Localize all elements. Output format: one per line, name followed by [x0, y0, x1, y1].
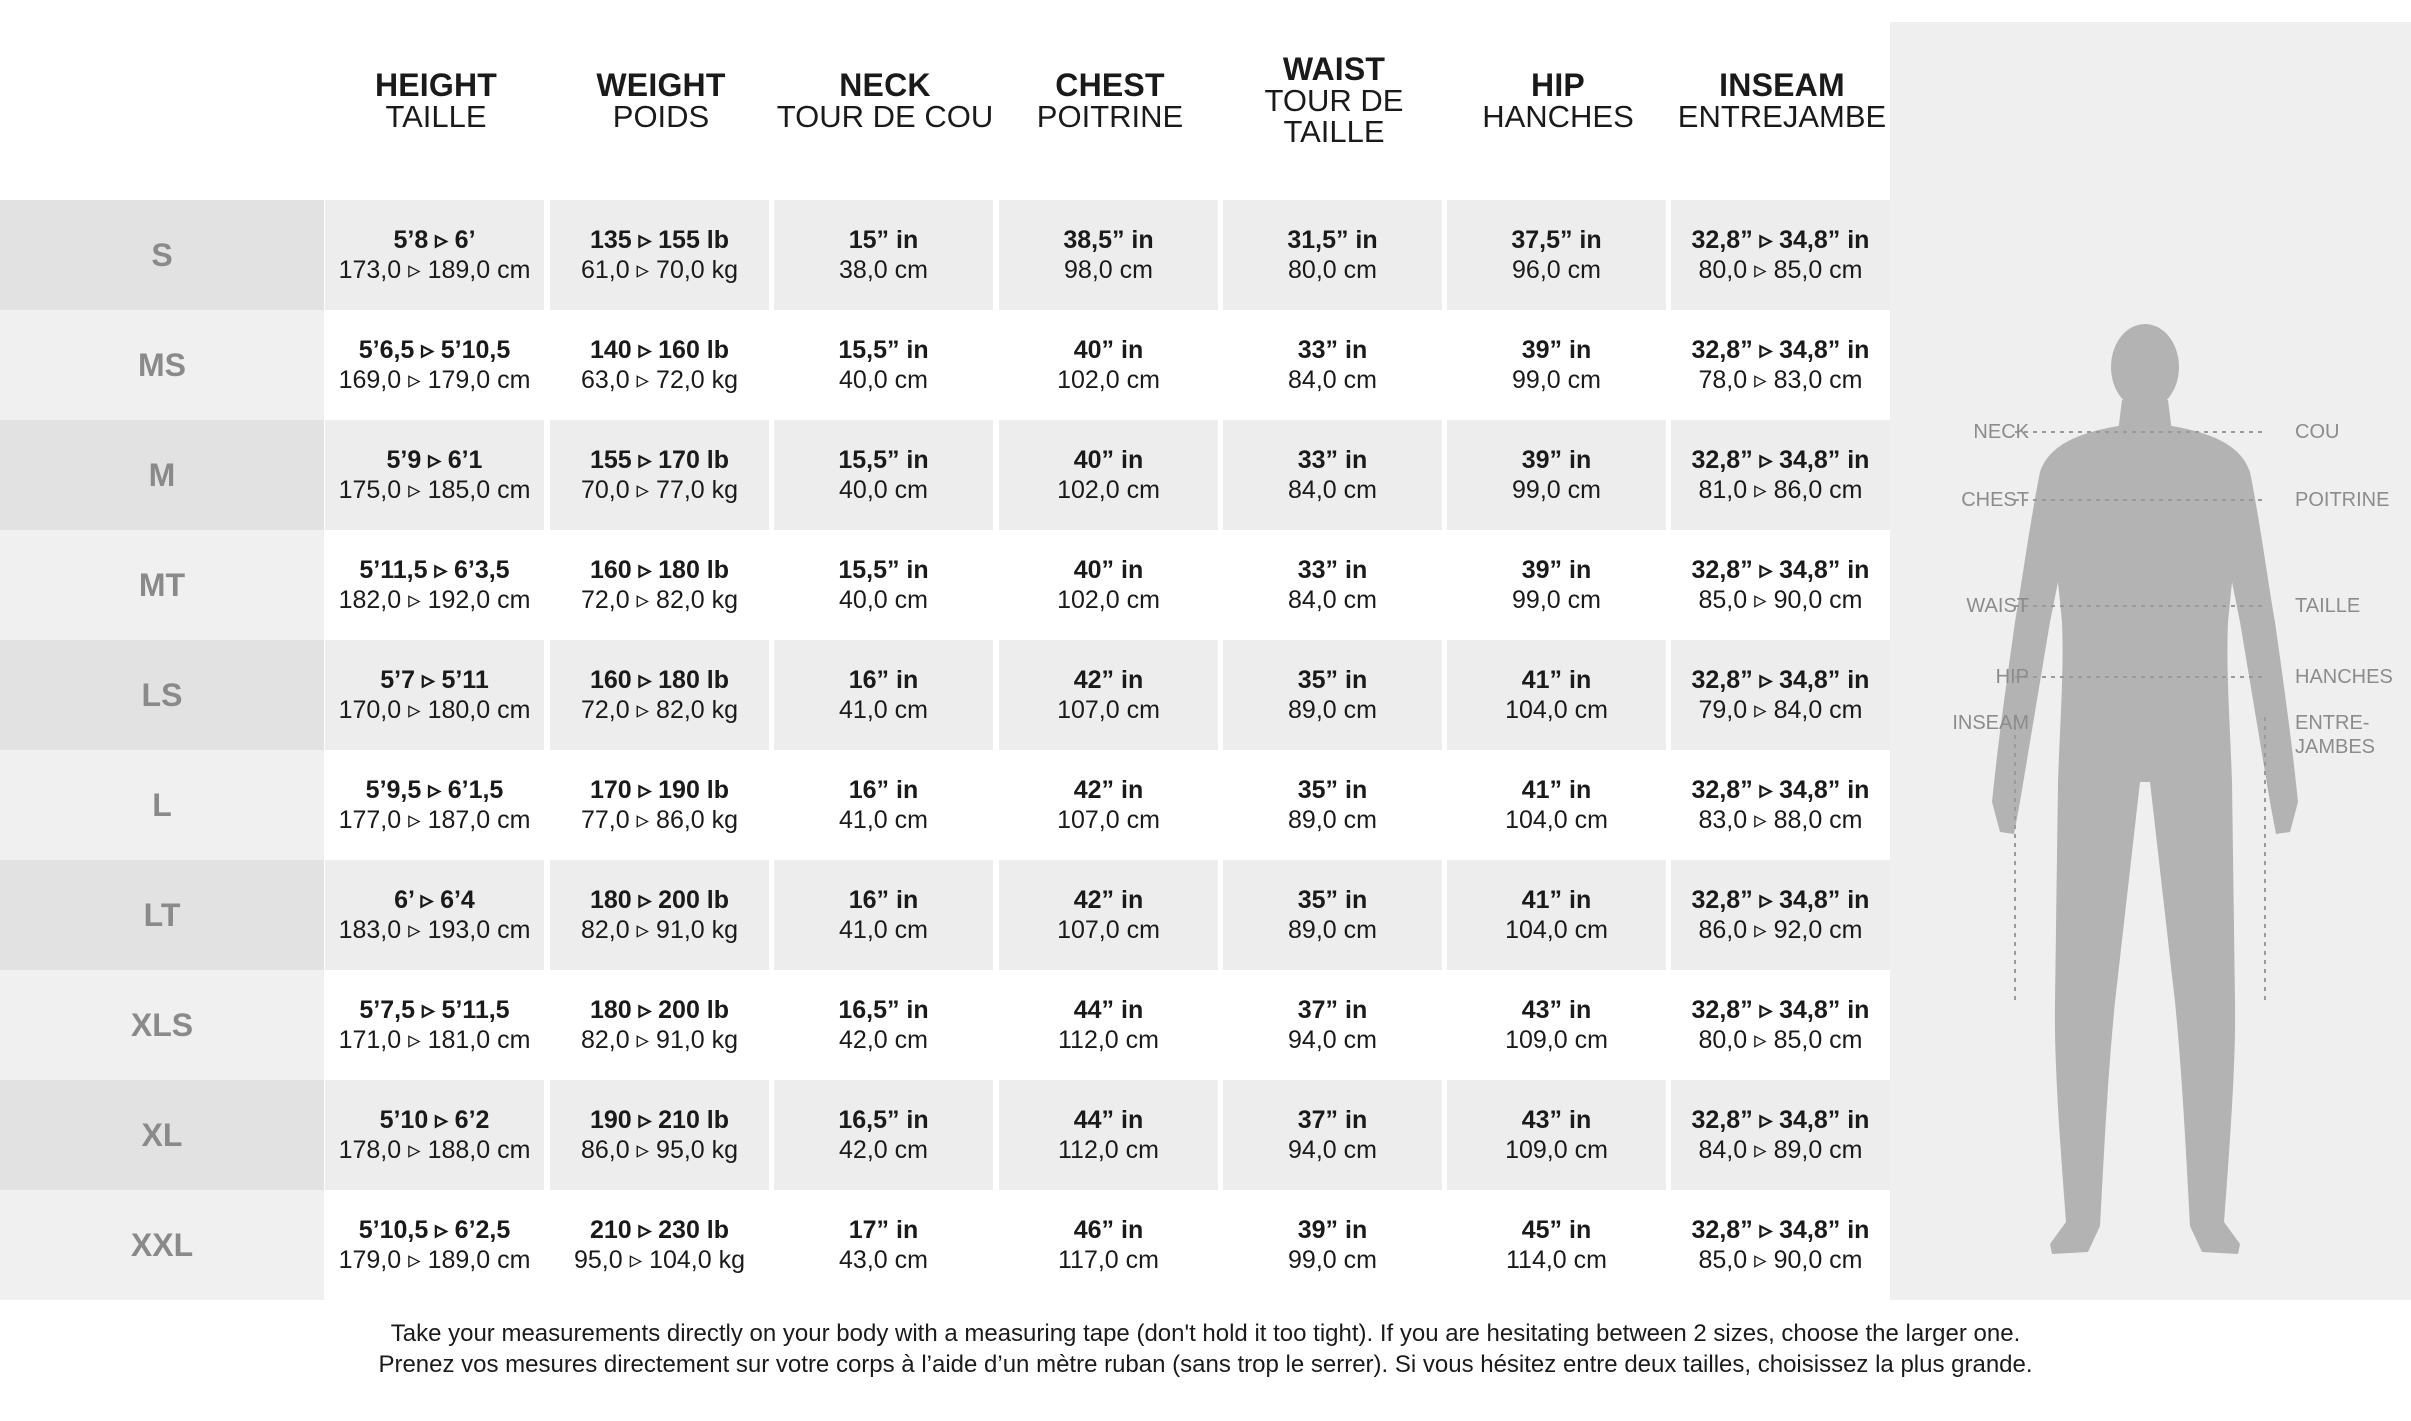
size-label: MT: [0, 530, 324, 640]
imperial-value: 17” in: [848, 1216, 919, 1244]
metric-value: 95,0 ▹ 104,0 kg: [573, 1246, 745, 1274]
imperial-value: 39” in: [1297, 1216, 1368, 1244]
size-label: S: [0, 200, 324, 310]
table-row: [0, 530, 1890, 640]
imperial-value: 180 ▹ 200 lb: [589, 996, 730, 1024]
imperial-value: 37” in: [1297, 1106, 1368, 1134]
imperial-value: 35” in: [1297, 886, 1368, 914]
metric-value: 80,0 ▹ 85,0 cm: [1698, 256, 1863, 284]
table-row: [0, 1080, 1890, 1190]
imperial-value: 41” in: [1521, 886, 1592, 914]
imperial-value: 46” in: [1073, 1216, 1144, 1244]
imperial-value: 190 ▹ 210 lb: [589, 1106, 730, 1134]
metric-value: 85,0 ▹ 90,0 cm: [1698, 1246, 1863, 1274]
body-figure-panel: [1890, 22, 2411, 1300]
imperial-value: 170 ▹ 190 lb: [589, 776, 730, 804]
imperial-value: 33” in: [1297, 556, 1368, 584]
imperial-value: 16,5” in: [838, 1106, 929, 1134]
imperial-value: 15,5” in: [838, 556, 929, 584]
label-entre: ENTRE-: [2295, 712, 2370, 734]
imperial-value: 44” in: [1073, 996, 1144, 1024]
metric-value: 77,0 ▹ 86,0 kg: [580, 806, 739, 834]
measurement-cell: [774, 640, 993, 750]
imperial-value: 44” in: [1073, 1106, 1144, 1134]
metric-value: 99,0 cm: [1512, 366, 1601, 394]
metric-value: 83,0 ▹ 88,0 cm: [1698, 806, 1863, 834]
measurement-cell: [1223, 310, 1442, 420]
imperial-value: 15” in: [848, 226, 919, 254]
metric-value: 104,0 cm: [1505, 916, 1608, 944]
metric-value: 61,0 ▹ 70,0 kg: [580, 256, 739, 284]
imperial-value: 37” in: [1297, 996, 1368, 1024]
metric-value: 40,0 cm: [839, 366, 928, 394]
imperial-value: 40” in: [1073, 336, 1144, 364]
imperial-value: 32,8” ▹ 34,8” in: [1691, 886, 1870, 914]
size-label: MS: [0, 310, 324, 420]
imperial-value: 135 ▹ 155 lb: [589, 226, 730, 254]
metric-value: 82,0 ▹ 91,0 kg: [580, 1026, 739, 1054]
metric-value: 41,0 cm: [839, 916, 928, 944]
metric-value: 102,0 cm: [1057, 476, 1160, 504]
header-en: INSEAM: [1719, 66, 1845, 103]
measurement-cell: [325, 750, 544, 860]
metric-value: 41,0 cm: [839, 696, 928, 724]
imperial-value: 33” in: [1297, 336, 1368, 364]
imperial-value: 45” in: [1521, 1216, 1592, 1244]
measurement-cell: [550, 1080, 769, 1190]
metric-value: 96,0 cm: [1512, 256, 1601, 284]
metric-value: 117,0 cm: [1058, 1246, 1159, 1274]
imperial-value: 32,8” ▹ 34,8” in: [1691, 226, 1870, 254]
header-hip: [1447, 0, 1669, 200]
header-fr: HANCHES: [1482, 98, 1634, 134]
imperial-value: 6’ ▹ 6’4: [394, 886, 475, 914]
imperial-value: 38,5” in: [1063, 226, 1154, 254]
imperial-value: 32,8” ▹ 34,8” in: [1691, 1106, 1870, 1134]
metric-value: 182,0 ▹ 192,0 cm: [338, 586, 531, 614]
measurement-cell: [1447, 860, 1666, 970]
metric-value: 104,0 cm: [1505, 696, 1608, 724]
footer-line-en: Take your measurements directly on your body with a measuring tape (don't hold it too tight). If you are hesitating between 2 sizes, choose the larger one.: [390, 1320, 2021, 1347]
metric-value: 112,0 cm: [1058, 1026, 1159, 1054]
metric-value: 109,0 cm: [1505, 1026, 1608, 1054]
imperial-value: 140 ▹ 160 lb: [589, 336, 730, 364]
measurement-cell: [1223, 860, 1442, 970]
measurement-cell: [1671, 200, 1890, 310]
measurement-cell: [550, 200, 769, 310]
measurement-cell: [999, 1080, 1218, 1190]
label-neck: NECK: [1973, 421, 2029, 443]
imperial-value: 5’9 ▹ 6’1: [386, 446, 483, 474]
imperial-value: 5’6,5 ▹ 5’10,5: [358, 336, 511, 364]
header-chest: [999, 0, 1221, 200]
metric-value: 84,0 cm: [1288, 476, 1377, 504]
metric-value: 102,0 cm: [1057, 586, 1160, 614]
measurement-cell: [1223, 1080, 1442, 1190]
metric-value: 86,0 ▹ 95,0 kg: [580, 1136, 739, 1164]
header-waist: [1223, 0, 1445, 200]
metric-value: 42,0 cm: [839, 1136, 928, 1164]
metric-value: 102,0 cm: [1057, 366, 1160, 394]
measurement-cell: [1447, 1190, 1666, 1300]
metric-value: 179,0 ▹ 189,0 cm: [338, 1246, 531, 1274]
header-fr: TOUR DE TAILLE: [1264, 83, 1404, 149]
imperial-value: 41” in: [1521, 666, 1592, 694]
measurement-cell: [325, 310, 544, 420]
imperial-value: 43” in: [1521, 1106, 1592, 1134]
imperial-value: 32,8” ▹ 34,8” in: [1691, 996, 1870, 1024]
metric-value: 72,0 ▹ 82,0 kg: [580, 696, 739, 724]
header-fr: POIDS: [612, 98, 710, 134]
metric-value: 38,0 cm: [839, 256, 928, 284]
measurement-cell: [1447, 1080, 1666, 1190]
label-cou: COU: [2295, 421, 2340, 443]
label-hanches: HANCHES: [2295, 666, 2393, 688]
header-fr: TAILLE: [385, 98, 487, 134]
header-fr: ENTREJAMBE: [1677, 98, 1887, 134]
metric-value: 107,0 cm: [1057, 696, 1160, 724]
table-row: [0, 860, 1890, 970]
measurement-cell: [1671, 1190, 1890, 1300]
metric-value: 94,0 cm: [1288, 1136, 1377, 1164]
imperial-value: 5’10,5 ▹ 6’2,5: [358, 1216, 511, 1244]
header-en: WEIGHT: [596, 66, 726, 103]
metric-value: 99,0 cm: [1288, 1246, 1377, 1274]
measurement-cell: [325, 860, 544, 970]
imperial-value: 5’8 ▹ 6’: [393, 226, 476, 254]
header-en: CHEST: [1055, 66, 1165, 103]
metric-value: 169,0 ▹ 179,0 cm: [338, 366, 531, 394]
metric-value: 72,0 ▹ 82,0 kg: [580, 586, 739, 614]
metric-value: 109,0 cm: [1505, 1136, 1608, 1164]
metric-value: 81,0 ▹ 86,0 cm: [1698, 476, 1863, 504]
measurement-cell: [1223, 420, 1442, 530]
metric-value: 42,0 cm: [839, 1026, 928, 1054]
imperial-value: 16” in: [848, 776, 919, 804]
measurement-cell: [1671, 310, 1890, 420]
imperial-value: 32,8” ▹ 34,8” in: [1691, 776, 1870, 804]
measurement-cell: [1447, 970, 1666, 1080]
metric-value: 79,0 ▹ 84,0 cm: [1698, 696, 1863, 724]
table-row: [0, 1190, 1890, 1300]
size-label: LT: [0, 860, 324, 970]
label-chest: CHEST: [1961, 489, 2029, 511]
imperial-value: 16” in: [848, 886, 919, 914]
measurement-cell: [550, 860, 769, 970]
measurement-cell: [774, 200, 993, 310]
imperial-value: 42” in: [1073, 776, 1144, 804]
metric-value: 107,0 cm: [1057, 806, 1160, 834]
imperial-value: 5’9,5 ▹ 6’1,5: [365, 776, 504, 804]
measurement-cell: [550, 530, 769, 640]
measurement-cell: [325, 640, 544, 750]
metric-value: 99,0 cm: [1512, 476, 1601, 504]
measurement-cell: [1671, 750, 1890, 860]
measurement-cell: [1223, 640, 1442, 750]
table-row: [0, 310, 1890, 420]
metric-value: 99,0 cm: [1512, 586, 1601, 614]
header-en: HEIGHT: [374, 66, 498, 103]
measurement-cell: [1223, 750, 1442, 860]
imperial-value: 33” in: [1297, 446, 1368, 474]
metric-value: 86,0 ▹ 92,0 cm: [1698, 916, 1863, 944]
measurement-cell: [999, 530, 1218, 640]
measurement-cell: [1447, 420, 1666, 530]
measurement-cell: [325, 530, 544, 640]
body-silhouette-icon: [1890, 22, 2411, 1300]
imperial-value: 35” in: [1297, 776, 1368, 804]
metric-value: 80,0 cm: [1288, 256, 1377, 284]
metric-value: 84,0 ▹ 89,0 cm: [1698, 1136, 1863, 1164]
measurement-cell: [550, 420, 769, 530]
measurement-cell: [325, 1190, 544, 1300]
imperial-value: 31,5” in: [1287, 226, 1378, 254]
imperial-value: 5’7,5 ▹ 5’11,5: [359, 996, 510, 1024]
header-en: WAIST: [1282, 51, 1386, 87]
imperial-value: 41” in: [1521, 776, 1592, 804]
measurement-cell: [1671, 860, 1890, 970]
metric-value: 78,0 ▹ 83,0 cm: [1698, 366, 1863, 394]
imperial-value: 155 ▹ 170 lb: [589, 446, 730, 474]
table-row: [0, 750, 1890, 860]
imperial-value: 39” in: [1521, 336, 1592, 364]
metric-value: 40,0 cm: [839, 476, 928, 504]
measurement-cell: [999, 310, 1218, 420]
size-label: M: [0, 420, 324, 530]
label-poitrine: POITRINE: [2295, 489, 2390, 511]
measurement-cell: [999, 200, 1218, 310]
imperial-value: 39” in: [1521, 556, 1592, 584]
metric-value: 41,0 cm: [839, 806, 928, 834]
imperial-value: 160 ▹ 180 lb: [589, 556, 730, 584]
measurement-cell: [550, 970, 769, 1080]
label-jambes: JAMBES: [2295, 736, 2376, 758]
measurement-cell: [999, 420, 1218, 530]
measurement-cell: [999, 860, 1218, 970]
metric-value: 170,0 ▹ 180,0 cm: [338, 696, 531, 724]
measurement-cell: [774, 1190, 993, 1300]
imperial-value: 37,5” in: [1511, 226, 1602, 254]
header-en: NECK: [839, 66, 931, 103]
metric-value: 112,0 cm: [1058, 1136, 1159, 1164]
imperial-value: 39” in: [1521, 446, 1592, 474]
imperial-value: 40” in: [1073, 446, 1144, 474]
header-fr: TOUR DE COU: [776, 98, 994, 134]
metric-value: 70,0 ▹ 77,0 kg: [580, 476, 739, 504]
measurement-cell: [774, 310, 993, 420]
imperial-value: 40” in: [1073, 556, 1144, 584]
measurement-cell: [774, 420, 993, 530]
footer-line-fr: Prenez vos mesures directement sur votre corps à l’aide d’un mètre ruban (sans trop le serrer). Si vous hésitez entre deux tailles, choisissez la plus grande.: [378, 1351, 2033, 1378]
header-fr: POITRINE: [1036, 98, 1184, 134]
imperial-value: 32,8” ▹ 34,8” in: [1691, 666, 1870, 694]
metric-value: 183,0 ▹ 193,0 cm: [338, 916, 531, 944]
metric-value: 84,0 cm: [1288, 366, 1377, 394]
measurement-cell: [999, 970, 1218, 1080]
table-row: [0, 200, 1890, 310]
imperial-value: 35” in: [1297, 666, 1368, 694]
imperial-value: 32,8” ▹ 34,8” in: [1691, 446, 1870, 474]
imperial-value: 5’11,5 ▹ 6’3,5: [359, 556, 510, 584]
imperial-value: 160 ▹ 180 lb: [589, 666, 730, 694]
header-inseam: [1671, 0, 1893, 200]
metric-value: 173,0 ▹ 189,0 cm: [338, 256, 531, 284]
imperial-value: 42” in: [1073, 886, 1144, 914]
table-row: [0, 970, 1890, 1080]
metric-value: 63,0 ▹ 72,0 kg: [580, 366, 739, 394]
measurement-cell: [774, 1080, 993, 1190]
imperial-value: 180 ▹ 200 lb: [589, 886, 730, 914]
measurement-cell: [1223, 530, 1442, 640]
measurement-cell: [1671, 970, 1890, 1080]
imperial-value: 5’10 ▹ 6’2: [379, 1106, 490, 1134]
imperial-value: 43” in: [1521, 996, 1592, 1024]
size-label: XL: [0, 1080, 324, 1190]
measurement-cell: [999, 640, 1218, 750]
metric-value: 177,0 ▹ 187,0 cm: [338, 806, 531, 834]
measurement-cell: [1447, 200, 1666, 310]
measurement-cell: [999, 750, 1218, 860]
metric-value: 84,0 cm: [1288, 586, 1377, 614]
imperial-value: 210 ▹ 230 lb: [589, 1216, 730, 1244]
measurement-cell: [1671, 530, 1890, 640]
measurement-cell: [550, 750, 769, 860]
measurement-cell: [774, 530, 993, 640]
measurement-cell: [550, 310, 769, 420]
label-inseam: INSEAM: [1952, 712, 2029, 734]
measurement-cell: [1223, 970, 1442, 1080]
measurement-cell: [325, 1080, 544, 1190]
label-hip: HIP: [1995, 666, 2029, 688]
metric-value: 107,0 cm: [1057, 916, 1160, 944]
measurement-cell: [325, 420, 544, 530]
imperial-value: 5’7 ▹ 5’11: [380, 666, 489, 694]
size-label: XXL: [0, 1190, 324, 1300]
measurement-cell: [1447, 530, 1666, 640]
metric-value: 178,0 ▹ 188,0 cm: [338, 1136, 531, 1164]
metric-value: 85,0 ▹ 90,0 cm: [1698, 586, 1863, 614]
measurement-cell: [999, 1190, 1218, 1300]
metric-value: 43,0 cm: [839, 1246, 928, 1274]
measurement-cell: [774, 860, 993, 970]
imperial-value: 42” in: [1073, 666, 1144, 694]
measurement-cell: [1671, 420, 1890, 530]
metric-value: 80,0 ▹ 85,0 cm: [1698, 1026, 1863, 1054]
measurement-cell: [1223, 200, 1442, 310]
metric-value: 89,0 cm: [1288, 806, 1377, 834]
measurement-cell: [1223, 1190, 1442, 1300]
metric-value: 82,0 ▹ 91,0 kg: [580, 916, 739, 944]
table-row: [0, 640, 1890, 750]
measurement-cell: [325, 200, 544, 310]
measurement-cell: [325, 970, 544, 1080]
header-height: [325, 0, 547, 200]
metric-value: 171,0 ▹ 181,0 cm: [338, 1026, 531, 1054]
size-label: LS: [0, 640, 324, 750]
imperial-value: 32,8” ▹ 34,8” in: [1691, 556, 1870, 584]
imperial-value: 16” in: [848, 666, 919, 694]
measurement-cell: [774, 750, 993, 860]
metric-value: 175,0 ▹ 185,0 cm: [338, 476, 531, 504]
label-taille: TAILLE: [2295, 595, 2361, 617]
metric-value: 114,0 cm: [1506, 1246, 1607, 1274]
table-row: [0, 420, 1890, 530]
measurement-cell: [1671, 640, 1890, 750]
metric-value: 89,0 cm: [1288, 916, 1377, 944]
measurement-cell: [774, 970, 993, 1080]
header-weight: [550, 0, 772, 200]
metric-value: 89,0 cm: [1288, 696, 1377, 724]
metric-value: 98,0 cm: [1064, 256, 1153, 284]
measurement-cell: [1671, 1080, 1890, 1190]
size-label: L: [0, 750, 324, 860]
imperial-value: 15,5” in: [838, 446, 929, 474]
size-label: XLS: [0, 970, 324, 1080]
header-en: HIP: [1531, 66, 1585, 103]
footer-note: [0, 1318, 2411, 1380]
imperial-value: 16,5” in: [838, 996, 929, 1024]
metric-value: 94,0 cm: [1288, 1026, 1377, 1054]
measurement-cell: [550, 1190, 769, 1300]
measurement-cell: [1447, 640, 1666, 750]
measurement-cell: [550, 640, 769, 750]
imperial-value: 32,8” ▹ 34,8” in: [1691, 336, 1870, 364]
metric-value: 40,0 cm: [839, 586, 928, 614]
metric-value: 104,0 cm: [1505, 806, 1608, 834]
imperial-value: 15,5” in: [838, 336, 929, 364]
imperial-value: 32,8” ▹ 34,8” in: [1691, 1216, 1870, 1244]
measurement-cell: [1447, 750, 1666, 860]
label-waist: WAIST: [1966, 595, 2029, 617]
measurement-cell: [1447, 310, 1666, 420]
header-neck: [774, 0, 996, 200]
table-header: [325, 0, 1890, 200]
